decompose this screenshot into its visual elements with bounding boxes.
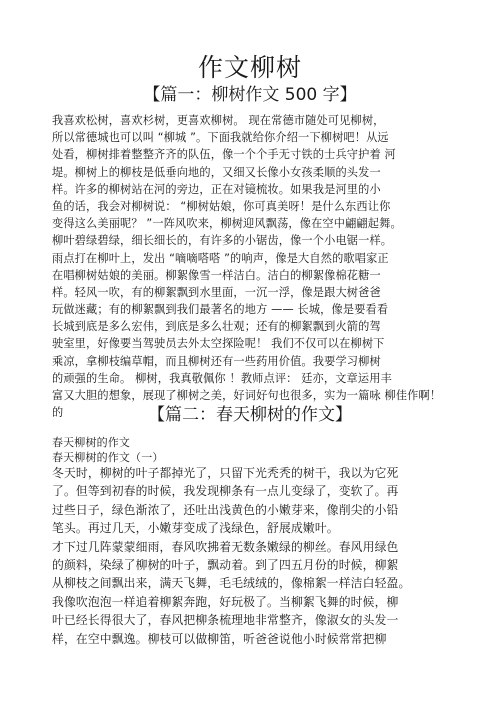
text-line: 长城到底是多么宏伟，到底是多么壮观；还有的柳絮飘到火箭的驾 — [52, 320, 381, 334]
text-line: 叶已经长得很大了，春风把柳条梳理地非常整齐，像淑女的头发一 — [52, 613, 399, 628]
text-line: 柳叶碧绿碧绿，细长细长的，有许多的小锯齿，像一个小电锯一样。 — [52, 234, 393, 248]
text-line: 鱼的话，我会对柳树说： “柳树姑娘，你可真美呀！是什么东西让你 — [52, 199, 391, 213]
text-line: 我像吹泡泡一样追着柳絮奔跑，好玩极了。当柳絮飞舞的时候，柳 — [52, 594, 399, 609]
text-line: 样，在空中飘逸。柳枝可以做柳笛，听爸爸说他小时候常常把柳 — [52, 631, 387, 646]
text-line: 春天柳树的作文（一） — [52, 451, 164, 464]
text-line: 从柳枝之间飘出来，满天飞舞，毛毛绒绒的，像棉絮一样洁白轻盈。 — [52, 576, 411, 591]
text-line: 的颜料，染绿了柳树的叶子，飘动着。到了四五月份的时候，柳絮 — [52, 557, 399, 572]
section-heading-1: 【篇一：柳树作文 500 字】 — [143, 85, 357, 105]
text-line: 玩做迷藏；有的柳絮飘到我们最著名的地方 —— 长城，像是要看看 — [52, 303, 389, 317]
text-line: 乘凉，拿柳枝编草帽，而且柳树还有一些药用价值。我要学习柳树 — [52, 354, 381, 368]
text-line: 富又大胆的想象，展现了柳树之美，好词好句也很多，实为一篇咏 柳佳作啊！ — [52, 389, 442, 402]
document-title: 作文柳树 — [197, 53, 302, 82]
text-line: 才下过几阵蒙蒙细雨，春风吹拂着无数条嫩绿的柳丝。春风用绿色 — [52, 539, 399, 554]
text-line: 样。许多的柳树站在河的旁边，正在对镜梳妆。如果我是河里的小 — [52, 182, 381, 196]
text-line: 驶室里，好像要当驾驶员去外太空探险呢！ 我们不仅可以在柳树下 — [52, 337, 385, 351]
text-line: 所以常德城也可以叫 “柳城 ”。下面我就给你介绍一下柳树吧！从远 — [52, 131, 389, 145]
section-2-body — [52, 434, 410, 648]
text-line: 堤。柳树上的柳枝是低垂向地的，又细又长像小女孩柔顺的头发一 — [52, 165, 381, 179]
text-line: 我喜欢松树，喜欢杉树，更喜欢柳树。 现在常德市随处可见柳树， — [52, 114, 385, 127]
text-line: 冬天时，柳树的叶子都掉光了，只留下光秃秃的树干，我以为它死 — [52, 466, 399, 480]
text-line: 变得这么美丽呢？ ”一阵风吹来，柳树迎风飘荡，像在空中翩翩起舞。 — [52, 217, 402, 231]
text-line: 春天柳树的作文 — [52, 436, 131, 449]
text-line: 了。但等到初春的时候，我发现柳条有一点儿变绿了，变软了。再 — [52, 484, 399, 499]
text-line: 的顽强的生命。 柳树，我真敬佩你 ！教师点评： 廷亦，文章运用丰 — [52, 371, 392, 385]
text-line: 样。轻风一吹，有的柳絮飘到水里面，一沉一浮，像是跟大树爸爸 — [52, 285, 381, 299]
text-line: 处看，柳树排着整整齐齐的队伍，像一个个手无寸铁的士兵守护着 河 — [52, 148, 396, 162]
text-line: 过些日子，绿色渐浓了，还吐出浅黄色的小嫩芽来，像削尖的小铅 — [52, 502, 399, 517]
text-line: 笔头。再过几天，小嫩芽变成了浅绿色，舒展成嫩叶。 — [52, 521, 339, 536]
text-line: 的 — [52, 406, 64, 420]
text-line: 雨点打在柳叶上，发出 “嘀嘀嗒嗒 ”的响声，像是大自然的歌唱家正 — [52, 251, 389, 265]
section-1-body — [52, 112, 441, 421]
section-heading-2: 【篇二：春天柳树的作文】 — [148, 405, 352, 425]
text-line: 在唱柳树姑娘的美丽。柳絮像雪一样洁白。洁白的柳絮像棉花糖一 — [52, 268, 381, 282]
